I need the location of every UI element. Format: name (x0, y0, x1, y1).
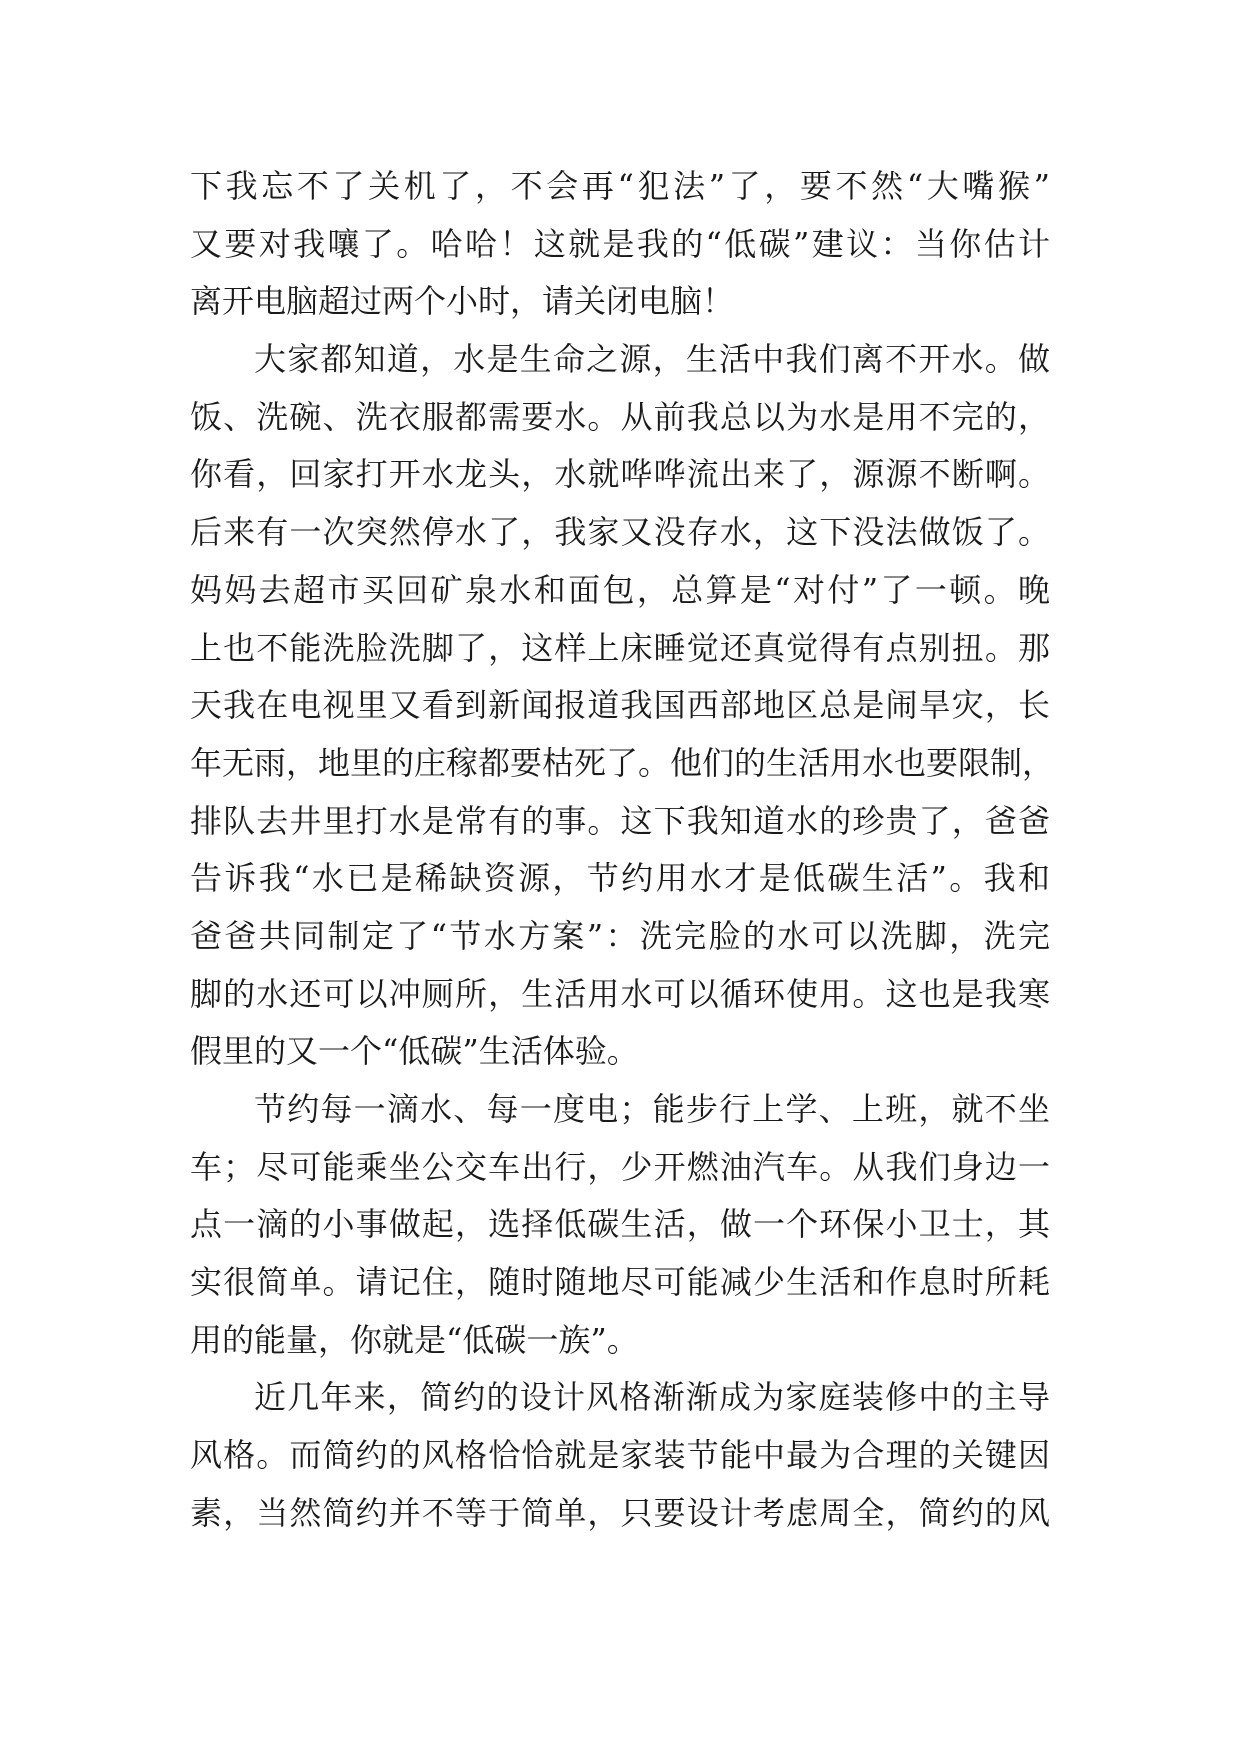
text-line: 素，当然简约并不等于简单，只要设计考虑周全，简约的风 (190, 1493, 1050, 1532)
text-line: 后来有一次突然停水了，我家又没存水，这下没法做饭了。 (190, 513, 1050, 552)
text-line: 近几年来，简约的设计风格渐渐成为家庭装修中的主导 (254, 1378, 1050, 1417)
text-line: 年无雨，地里的庄稼都要枯死了。他们的生活用水也要限制， (190, 743, 1055, 782)
text-line: 饭、洗碗、洗衣服都需要水。从前我总以为水是用不完的， (190, 397, 1050, 436)
paragraph (190, 158, 1050, 331)
text-line: 告诉我“水已是稀缺资源，节约用水才是低碳生活”。我和 (190, 859, 1050, 898)
text-line: 风格。而简约的风格恰恰就是家装节能中最为合理的关键因 (190, 1436, 1050, 1475)
document-body (190, 158, 1055, 1543)
text-line: 又要对我嚷了。哈哈！这就是我的“低碳”建议：当你估计 (190, 224, 1050, 263)
text-line: 天我在电视里又看到新闻报道我国西部地区总是闹旱灾，长 (190, 686, 1050, 725)
text-line: 节约每一滴水、每一度电；能步行上学、上班，就不坐 (254, 1090, 1050, 1128)
text-line: 离开电脑超过两个小时，请关闭电脑！ (190, 282, 735, 321)
paragraph (190, 1369, 1050, 1542)
text-line: 假里的又一个“低碳”生活体验。 (190, 1032, 639, 1071)
text-line: 脚的水还可以冲厕所，生活用水可以循环使用。这也是我寒 (190, 974, 1050, 1013)
text-line: 用的能量，你就是“低碳一族”。 (190, 1320, 639, 1359)
text-line: 上也不能洗脸洗脚了，这样上床睡觉还真觉得有点别扭。那 (190, 628, 1050, 667)
text-line: 车；尽可能乘坐公交车出行，少开燃油汽车。从我们身边一 (190, 1147, 1050, 1186)
text-line: 大家都知道，水是生命之源，生活中我们离不开水。做 (254, 340, 1050, 379)
text-line: 妈妈去超市买回矿泉水和面包，总算是“对付”了一顿。晚 (190, 570, 1050, 609)
text-line: 排队去井里打水是常有的事。这下我知道水的珍贵了，爸爸 (190, 801, 1050, 840)
text-line: 爸爸共同制定了“节水方案”：洗完脸的水可以洗脚，洗完 (190, 916, 1050, 955)
text-line: 点一滴的小事做起，选择低碳生活，做一个环保小卫士，其 (190, 1205, 1050, 1244)
text-line: 你看，回家打开水龙头，水就哗哗流出来了，源源不断啊。 (190, 455, 1050, 494)
text-line: 下我忘不了关机了，不会再“犯法”了，要不然“大嘴猴” (190, 167, 1050, 205)
paragraph (190, 331, 1055, 1081)
text-line: 实很简单。请记住，随时随地尽可能减少生活和作息时所耗 (190, 1263, 1050, 1302)
paragraph (190, 1081, 1050, 1369)
